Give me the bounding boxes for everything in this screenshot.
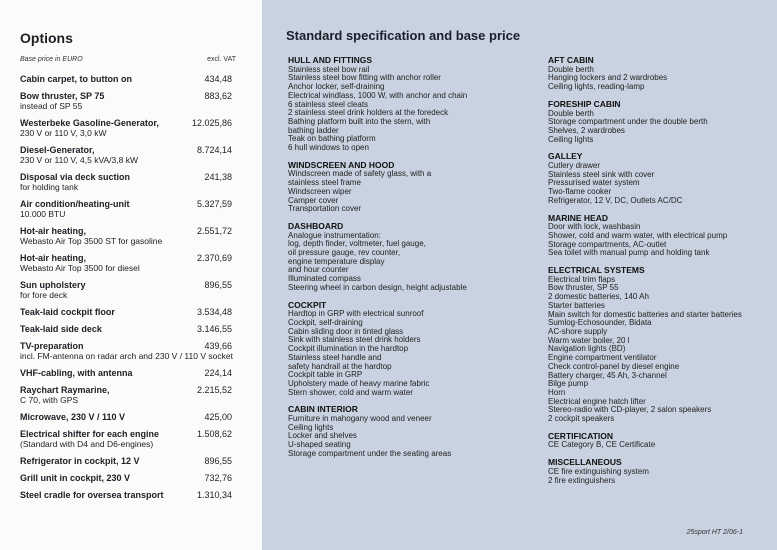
option-name: Diesel-Generator,	[20, 145, 95, 155]
spec-item: Electrical engine hatch lifter	[548, 396, 646, 406]
spec-item: Storage compartment under the seating areas	[288, 448, 452, 458]
option-item	[20, 490, 256, 500]
spec-section-title: AFT CABIN	[548, 55, 594, 65]
option-price: 2.551,72	[196, 226, 232, 236]
option-name: VHF-cabling, with antenna	[20, 368, 133, 378]
option-price: 12.025,86	[191, 118, 232, 128]
spec-item: Cockpit table in GRP	[288, 370, 363, 380]
option-name: Teak-laid side deck	[20, 324, 102, 334]
spec-item: engine temperature display	[288, 256, 385, 266]
spec-item: stainless steel frame	[288, 178, 361, 188]
spec-item: Stereo-radio with CD-player, 2 salon speakers	[548, 405, 712, 415]
spec-item: Pressurised water system	[548, 178, 640, 188]
base-price-label: Base price in EURO	[20, 56, 83, 63]
option-price: 224,14	[204, 368, 232, 378]
option-price: 3.146,55	[196, 324, 232, 334]
option-name: Cabin carpet, to button on	[20, 74, 132, 84]
spec-item: Electrical trim flaps	[548, 274, 616, 284]
spec-column-left	[288, 56, 528, 467]
spec-section	[548, 152, 770, 205]
spec-section	[548, 56, 770, 92]
option-item	[20, 473, 256, 483]
spec-column-right	[548, 56, 770, 493]
spec-item: Sea toilet with manual pump and holding tank	[548, 248, 710, 258]
spec-item: Navigation lights (BD)	[548, 344, 626, 354]
spec-item: Door with lock, washbasin	[548, 222, 641, 232]
spec-item: U-shaped seating	[288, 440, 351, 450]
option-name: Refrigerator in cockpit, 12 V	[20, 456, 140, 466]
spec-item: 2 cockpit speakers	[548, 414, 615, 424]
spec-item: Engine compartment ventilator	[548, 353, 657, 363]
option-price: 8.724,14	[196, 145, 232, 155]
option-detail: 230 V or 110 V, 4,5 kVA/3,8 kW	[20, 155, 138, 165]
options-list	[20, 74, 256, 507]
spec-item: Steering wheel in carbon design, height adjustable	[288, 282, 467, 292]
option-name: Grill unit in cockpit, 230 V	[20, 473, 131, 483]
option-item	[20, 385, 256, 405]
option-price: 883,62	[204, 91, 232, 101]
vat-label: excl. VAT	[207, 56, 236, 63]
option-item	[20, 145, 256, 165]
spec-section-title: HULL AND FITTINGS	[288, 55, 373, 65]
spec-section-title: MARINE HEAD	[548, 212, 608, 223]
spec-section-title: MISCELLANEOUS	[548, 457, 622, 468]
option-name: Steel cradle for oversea transport	[20, 490, 164, 500]
spec-item: Bilge pump	[548, 379, 589, 389]
option-detail: incl. FM-antenna on radar arch and 230 V / 110 V socket	[20, 351, 233, 361]
spec-section-title: CERTIFICATION	[548, 430, 614, 441]
spec-item: Transportation cover	[288, 204, 362, 214]
spec-item: Illuminated compass	[288, 274, 361, 284]
option-price: 434,48	[204, 74, 232, 84]
spec-item: Windscreen made of safety glass, with a	[288, 169, 432, 179]
option-detail: C 70, with GPS	[20, 395, 79, 405]
spec-item: and hour counter	[288, 265, 349, 275]
option-name: TV-preparation	[20, 341, 84, 351]
spec-item: 6 stainless steel cleats	[288, 99, 369, 109]
option-price: 1.508,62	[196, 429, 232, 439]
spec-section	[288, 161, 528, 214]
spec-section	[288, 56, 528, 153]
spec-section	[288, 222, 528, 293]
spec-item: 2 fire extinguishers	[548, 475, 616, 485]
option-name: Sun upholstery	[20, 280, 86, 290]
spec-item: Ceiling lights	[548, 134, 594, 144]
spec-item: Ceiling lights, reading-lamp	[548, 82, 645, 92]
option-name: Bow thruster, SP 75	[20, 91, 105, 101]
spec-item: Cockpit, self-draining	[288, 317, 363, 327]
spec-item: Storage compartments, AC-outlet	[548, 239, 667, 249]
spec-item: Bathing platform built into the stern, with	[288, 116, 431, 126]
spec-item: Check control-panel by diesel engine	[548, 361, 680, 371]
spec-section	[548, 266, 770, 424]
spec-item: Upholstery made of heavy marine fabric	[288, 378, 430, 388]
options-header	[20, 56, 256, 63]
option-price: 1.310,34	[196, 490, 232, 500]
option-item	[20, 91, 256, 111]
spec-item: Two-flame cooker	[548, 187, 612, 197]
option-price: 896,55	[204, 456, 232, 466]
option-detail: for holding tank	[20, 182, 79, 192]
spec-item: Ceiling lights	[288, 422, 334, 432]
spec-item: Furniture in mahogany wood and veneer	[288, 414, 432, 424]
spec-item: Hardtop in GRP with electrical sunroof	[288, 309, 424, 319]
spec-item: AC-shore supply	[548, 326, 608, 336]
spec-item: Warm water boiler, 20 l	[548, 335, 630, 345]
spec-section	[288, 301, 528, 398]
option-detail: Webasto Air Top 3500 for diesel	[20, 263, 140, 273]
option-price: 439,66	[204, 341, 232, 351]
spec-item: Starter batteries	[548, 300, 605, 310]
spec-item: Anchor locker, self-draining	[288, 82, 385, 92]
spec-section-title: WINDSCREEN AND HOOD	[288, 159, 395, 170]
spec-item: log, depth finder, voltmeter, fuel gauge,	[288, 239, 426, 249]
spec-item: Storage compartment under the double berth	[548, 117, 708, 127]
option-price: 425,00	[204, 412, 232, 422]
spec-section-title: DASHBOARD	[288, 220, 344, 231]
spec-item: 2 domestic batteries, 140 Ah	[548, 292, 649, 302]
option-item	[20, 253, 256, 273]
spec-item: Sumlog-Echosounder, Bidata	[548, 318, 652, 328]
option-item	[20, 412, 256, 422]
option-price: 241,38	[204, 172, 232, 182]
spec-item: Cutlery drawer	[548, 161, 601, 171]
spec-item: safety handrail at the hardtop	[288, 361, 392, 371]
option-item	[20, 368, 256, 378]
spec-item: Cabin sliding door in tinted glass	[288, 326, 404, 336]
spec-item: Cockpit illumination in the hardtop	[288, 344, 409, 354]
option-item	[20, 307, 256, 317]
spec-item: Stainless steel bow rail	[288, 64, 370, 74]
spec-item: Double berth	[548, 108, 594, 118]
option-price: 896,55	[204, 280, 232, 290]
spec-section-title: FORESHIP CABIN	[548, 98, 621, 109]
spec-item: Camper cover	[288, 195, 339, 205]
spec-item: oil pressure gauge, rev counter,	[288, 248, 401, 258]
option-name: Microwave, 230 V / 110 V	[20, 412, 126, 422]
option-name: Disposal via deck suction	[20, 172, 131, 182]
spec-item: Sink with stainless steel drink holders	[288, 335, 421, 345]
spec-item: Shelves, 2 wardrobes	[548, 125, 625, 135]
option-detail: 10.000 BTU	[20, 209, 66, 219]
option-price: 2.215,52	[196, 385, 232, 395]
option-name: Air condition/heating-unit	[20, 199, 130, 209]
spec-section-title: GALLEY	[548, 151, 583, 162]
option-item	[20, 226, 256, 246]
option-item	[20, 324, 256, 334]
spec-section-title: CABIN INTERIOR	[288, 404, 358, 415]
spec-item: CE fire extinguishing system	[548, 466, 649, 476]
option-detail: for fore deck	[20, 290, 68, 300]
option-price: 5.327,59	[196, 199, 232, 209]
spec-item: 2 stainless steel drink holders at the foredeck	[288, 108, 449, 118]
option-detail: instead of SP 55	[20, 101, 83, 111]
option-item	[20, 280, 256, 300]
spec-section-title: COCKPIT	[288, 299, 327, 310]
spec-item: Main switch for domestic batteries and starter batteries	[548, 309, 742, 319]
spec-section	[288, 405, 528, 458]
option-name: Teak-laid cockpit floor	[20, 307, 115, 317]
spec-item: Stainless steel handle and	[288, 352, 382, 362]
spec-item: Locker and shelves	[288, 431, 357, 441]
option-item	[20, 172, 256, 192]
option-name: Hot-air heating,	[20, 253, 87, 263]
options-page	[0, 0, 262, 550]
spec-item: Analogue instrumentation:	[288, 230, 381, 240]
option-price: 2.370,69	[196, 253, 232, 263]
option-item	[20, 199, 256, 219]
spec-item: Electrical windlass, 1000 W, with anchor and chain	[288, 90, 468, 100]
spec-item: Teak on bathing platform	[288, 134, 376, 144]
spec-item: Battery charger, 45 Ah, 3-channel	[548, 370, 667, 380]
option-price: 3.534,48	[196, 307, 232, 317]
spec-title: Standard specification and base price	[286, 28, 521, 43]
spec-item: Windscreen wiper	[288, 186, 352, 196]
option-detail: 230 V or 110 V, 3,0 kW	[20, 128, 107, 138]
spec-item: Stainless steel sink with cover	[548, 169, 655, 179]
spec-item: CE Category B, CE Certificate	[548, 440, 656, 450]
option-item	[20, 74, 256, 84]
option-item	[20, 341, 256, 361]
option-detail: (Standard with D4 and D6-engines)	[20, 439, 154, 449]
option-item	[20, 429, 256, 449]
spec-item: Double berth	[548, 64, 594, 74]
option-name: Hot-air heating,	[20, 226, 87, 236]
option-price: 732,76	[204, 473, 232, 483]
spec-item: Stern shower, cold and warm water	[288, 387, 413, 397]
spec-item: Refrigerator, 12 V, DC, Outlets AC/DC	[548, 195, 683, 205]
spec-section	[548, 432, 770, 450]
option-name: Electrical shifter for each engine	[20, 429, 160, 439]
options-title: Options	[20, 30, 73, 46]
option-item	[20, 118, 256, 138]
spec-item: Bow thruster, SP 55	[548, 283, 619, 293]
spec-item: 6 hull windows to open	[288, 143, 369, 153]
spec-item: Shower, cold and warm water, with electrical pump	[548, 230, 728, 240]
option-name: Raychart Raymarine,	[20, 385, 110, 395]
footer-code: 25sport HT 2/06-1	[686, 529, 743, 536]
spec-item: Horn	[548, 387, 566, 397]
spec-section	[548, 100, 770, 145]
spec-item: bathing ladder	[288, 125, 339, 135]
option-name: Westerbeke Gasoline-Generator,	[20, 118, 159, 128]
option-detail: Webasto Air Top 3500 ST for gasoline	[20, 236, 163, 246]
spec-section-title: ELECTRICAL SYSTEMS	[548, 265, 645, 276]
option-item	[20, 456, 256, 466]
spec-item: Hanging lockers and 2 wardrobes	[548, 73, 668, 83]
spec-section	[548, 214, 770, 259]
spec-item: Stainless steel bow fitting with anchor roller	[288, 73, 441, 83]
spec-section	[548, 458, 770, 485]
